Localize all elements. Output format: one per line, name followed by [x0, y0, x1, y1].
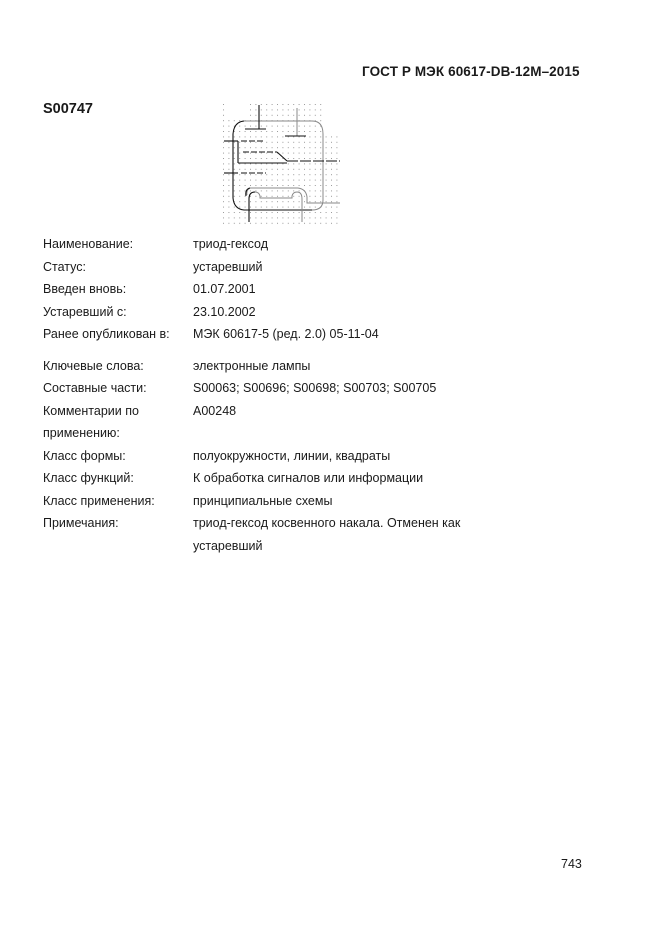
field-value: 01.07.2001 [193, 282, 256, 296]
field-label: применению: [43, 426, 120, 440]
field-label: Наименование: [43, 237, 134, 251]
field-value [193, 422, 563, 445]
field-label: Составные части: [43, 381, 147, 395]
field-value: К обработка сигналов или информации [193, 471, 424, 485]
field-row-remarks [43, 512, 563, 535]
field-value: устаревший [193, 259, 263, 274]
field-value: полуокружности, линии, квадраты [193, 448, 391, 463]
field-row-remarks-cont [43, 535, 563, 558]
symbol-properties [43, 233, 563, 557]
field-label: Класс функций: [43, 471, 134, 485]
field-label [43, 535, 193, 558]
field-row-introduced [43, 278, 563, 301]
triode-hexode-symbol-icon [0, 0, 661, 240]
page-number: 743 [561, 857, 582, 871]
standard-designation: ГОСТ Р МЭК 60617-DB-12M–2015 [362, 64, 580, 79]
symbol-code: S00747 [43, 101, 93, 117]
field-label: Ключевые слова: [43, 358, 144, 373]
field-label: Введен вновь: [43, 282, 127, 296]
field-row-application-notes-cont [43, 422, 563, 445]
field-label: Класс формы: [43, 448, 126, 463]
field-row-shape-class [43, 445, 563, 468]
field-label: Комментарии по [43, 403, 139, 418]
field-value: устаревший [193, 538, 263, 553]
field-row-keywords [43, 355, 563, 378]
field-row-application-notes [43, 400, 563, 423]
field-label: Устаревший с: [43, 304, 127, 319]
field-row-function-class [43, 467, 563, 490]
field-value: электронные лампы [193, 358, 311, 373]
field-value: S00063; S00696; S00698; S00703; S00705 [193, 381, 437, 395]
field-value: принципиальные схемы [193, 493, 333, 508]
field-row-status [43, 256, 563, 279]
field-value: 23.10.2002 [193, 304, 256, 319]
field-label: Ранее опубликован в: [43, 327, 170, 341]
field-label: Статус: [43, 259, 86, 274]
field-label: Класс применения: [43, 493, 155, 508]
field-value: триод-гексод косвенного накала. Отменен как [193, 516, 461, 530]
field-row-components [43, 377, 563, 400]
field-row-obsolete-since [43, 301, 563, 324]
field-value: A00248 [193, 403, 237, 418]
spacer [43, 346, 563, 355]
field-value: МЭК 60617-5 (ред. 2.0) 05-11-04 [193, 327, 379, 341]
field-label: Примечания: [43, 516, 119, 530]
field-value: триод-гексод [193, 237, 268, 251]
field-row-previously-published [43, 323, 563, 346]
field-row-application-class [43, 490, 563, 513]
field-row-name [43, 233, 563, 256]
